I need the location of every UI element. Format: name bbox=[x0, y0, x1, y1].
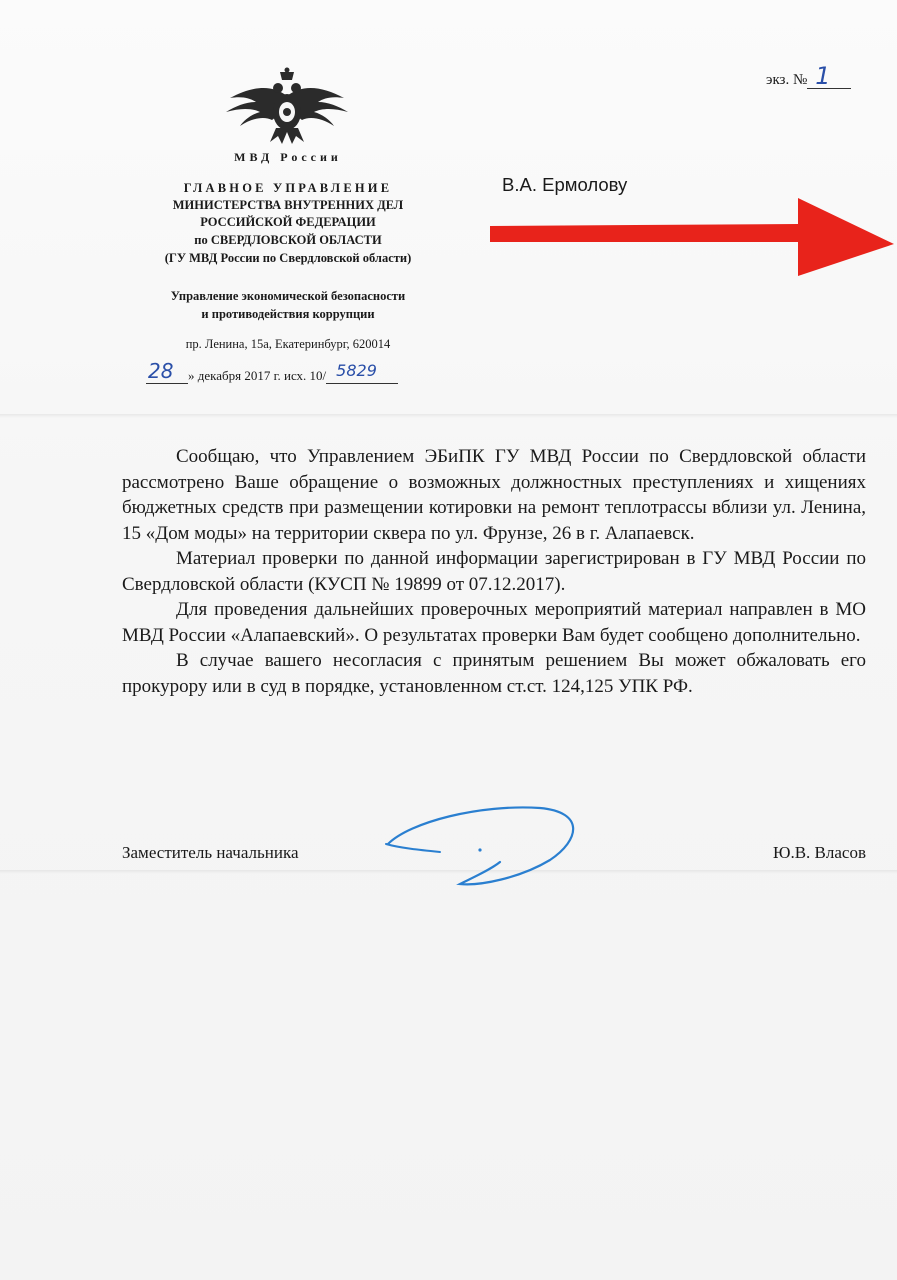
handwritten-signature-icon bbox=[380, 800, 585, 890]
red-arrow-icon bbox=[486, 194, 897, 278]
body-paragraph: Материал проверки по данной информации зарегистрирован в ГУ МВД России по Свердловской области (КУСП № 19899 от 07.12.2017). bbox=[122, 548, 866, 595]
body-paragraph: В случае вашего несогласия с принятым решением Вы может обжаловать его прокурору или в суд в порядке, установленном ст.ст. 124,125 УПК РФ. bbox=[122, 650, 866, 697]
org-address: пр. Ленина, 15а, Екатеринбург, 620014 bbox=[185, 337, 391, 351]
org-name-line: МИНИСТЕРСТВА ВНУТРЕННИХ ДЕЛ bbox=[172, 198, 404, 212]
org-abbreviation: (ГУ МВД России по Свердловской области) bbox=[164, 251, 412, 265]
double-headed-eagle-emblem-icon bbox=[212, 66, 362, 146]
date-text: » декабря 2017 г. исх. 10/ bbox=[188, 368, 327, 383]
signer-name: Ю.В. Власов bbox=[772, 843, 866, 862]
handwritten-outgoing-number: 5829 bbox=[336, 361, 377, 380]
signer-title: Заместитель начальника bbox=[122, 843, 299, 862]
recipient-name: В.А. Ермолову bbox=[502, 174, 628, 195]
letter-body bbox=[122, 444, 866, 699]
org-name-line: РОССИЙСКОЙ ФЕДЕРАЦИИ bbox=[200, 215, 376, 229]
copy-number bbox=[766, 62, 851, 90]
handwritten-day: 28 bbox=[148, 359, 174, 383]
org-name-line: ГЛАВНОЕ УПРАВЛЕНИЕ bbox=[183, 181, 393, 195]
org-name-line: по СВЕРДЛОВСКОЙ ОБЛАСТИ bbox=[194, 233, 382, 247]
department-line: Управление экономической безопасности bbox=[170, 289, 406, 303]
agency-short-name: МВД России bbox=[234, 150, 342, 164]
department-line: и противодействия коррупции bbox=[201, 307, 375, 321]
body-paragraph: Для проведения дальнейших проверочных мероприятий материал направлен в МО МВД России «Алапаевский». О результатах проверки Вам будет сообщено дополнительно. bbox=[122, 599, 866, 646]
copy-handwritten-number: 1 bbox=[815, 62, 831, 90]
body-paragraph: Сообщаю, что Управлением ЭБиПК ГУ МВД России по Свердловской области рассмотрено Ваше обращение о возможных должностных преступлениях и хищениях бюджетных средств при размещении котировки на ремонт теплотрассы вблизи ул. Ленина, 15 «Дом моды» на территории сквера по ул. Фрунзе, 26 в г. Алапаевск. bbox=[122, 446, 866, 544]
outgoing-date-number bbox=[146, 359, 398, 384]
paper-fold bbox=[0, 414, 897, 418]
copy-label: экз. № bbox=[766, 72, 808, 88]
